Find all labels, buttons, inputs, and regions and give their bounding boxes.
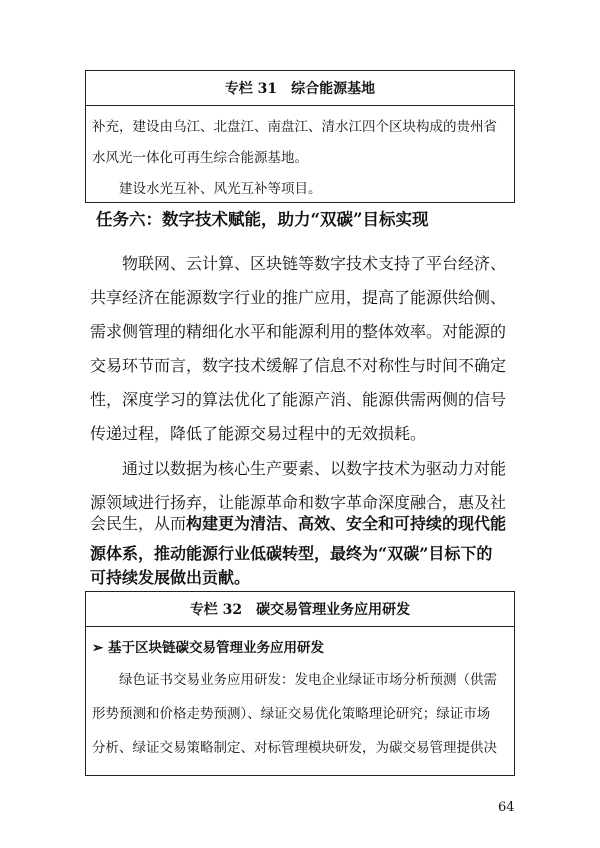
bullet-item	[92, 636, 324, 656]
paragraph-line: 源领域进行扬弃，让能源革命和数字革命深度融合，惠及社	[90, 493, 507, 512]
column-box-31-line: 补充，建设由乌江、北盘江、南盘江、清水江四个区块构成的贵州省	[92, 119, 497, 135]
column-box-32-line: 形势预测和价格走势预测）、绿证交易优化策略理论研究；绿证市场	[92, 706, 491, 722]
bullet-text: 基于区块链碳交易管理业务应用研发	[108, 640, 325, 656]
paragraph-line	[90, 511, 515, 534]
paragraph-text: 会民生，从而	[90, 514, 187, 533]
page-number: 64	[498, 800, 515, 815]
paragraph-line: 物联网、云计算、区块链等数字技术支持了平台经济、	[122, 254, 507, 273]
column-box-31	[85, 70, 515, 203]
column-box-31-title: 专栏 31 综合能源基地	[86, 71, 514, 106]
column-box-31-line: 水风光一体化可再生综合能源基地。	[92, 150, 308, 166]
column-box-32	[85, 591, 515, 776]
paragraph-line: 传递过程，降低了能源交易过程中的无效损耗。	[90, 424, 427, 443]
paragraph-bold-line: 源体系，推动能源行业低碳转型，最终为“双碳”目标下的	[90, 544, 493, 563]
paragraph-line: 通过以数据为核心生产要素、以数字技术为驱动力对能	[122, 459, 507, 478]
column-box-31-line: 建设水光互补、风光互补等项目。	[119, 181, 322, 197]
column-box-32-title: 专栏 32 碳交易管理业务应用研发	[86, 592, 514, 627]
paragraph-line: 需求侧管理的精细化水平和能源利用的整体效率。对能源的	[90, 322, 507, 341]
paragraph-bold-text: 构建更为清洁、高效、安全和可持续的现代能	[186, 514, 507, 533]
paragraph-line: 共享经济在能源数字行业的推广应用，提高了能源供给侧、	[90, 288, 507, 307]
paragraph-line: 性，深度学习的算法优化了能源产消、能源供需两侧的信号	[90, 390, 507, 409]
paragraph-bold-line: 可持续发展做出贡献。	[90, 568, 251, 587]
task-heading: 任务六：数字技术赋能，助力“双碳”目标实现	[96, 210, 429, 229]
column-box-32-line: 绿色证书交易业务应用研发：发电企业绿证市场分析预测（供需	[119, 672, 497, 688]
column-box-32-line: 分析、绿证交易策略制定、对标管理模块研发，为碳交易管理提供决	[92, 740, 497, 756]
arrow-bullet-icon: ➢	[92, 640, 104, 656]
paragraph-line: 交易环节而言，数字技术缓解了信息不对称性与时间不确定	[90, 356, 507, 375]
